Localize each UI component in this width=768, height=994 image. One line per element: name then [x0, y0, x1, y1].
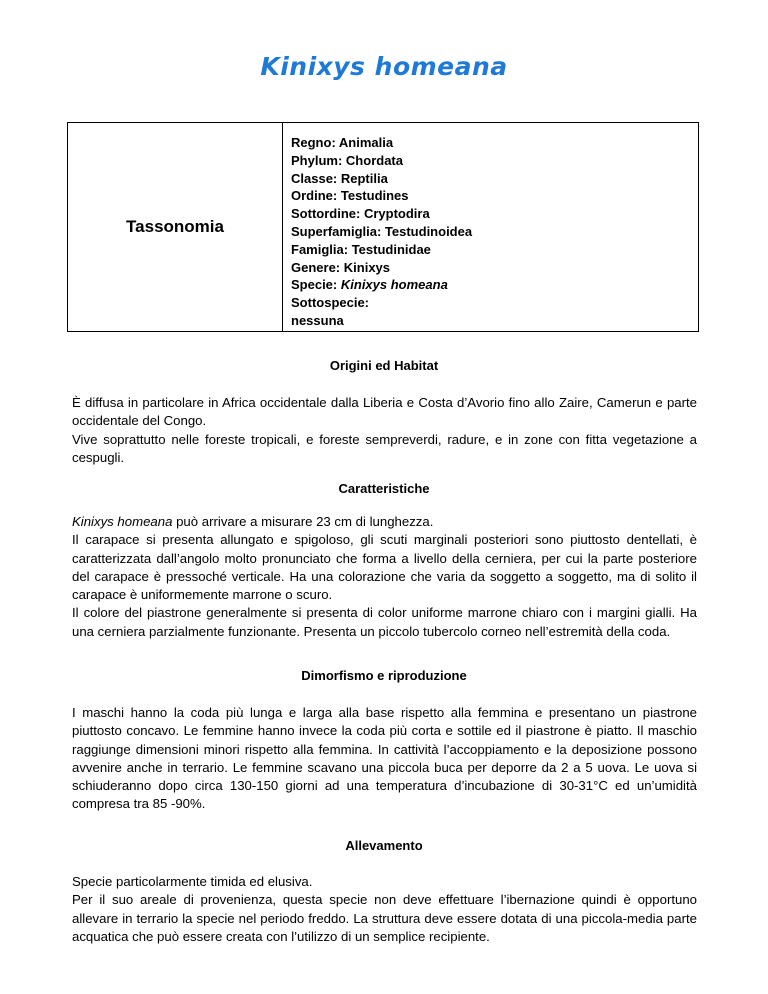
heading-dimorfismo: Dimorfismo e riproduzione: [301, 668, 467, 683]
section-origini-body: [72, 394, 697, 467]
taxonomy-row-specie: Specie: Kinixys homeana: [291, 277, 448, 293]
taxonomy-row-nessuna: nessuna: [291, 312, 344, 328]
taxonomy-values-cell: [283, 123, 698, 331]
section-dimorfismo-body: [72, 704, 697, 814]
taxonomy-row-sottordine: Sottordine: Cryptodira: [291, 206, 430, 222]
taxonomy-label: Tassonomia: [126, 217, 224, 236]
section-caratteristiche-body: [72, 513, 697, 641]
taxonomy-table: [67, 122, 699, 332]
taxonomy-row-genere: Genere: Kinixys: [291, 259, 391, 275]
paragraph: Kinixys homeana può arrivare a misurare 23 cm di lunghezza.: [72, 514, 434, 529]
paragraph: I maschi hanno la coda più lunga e larga alla base rispetto alla femmina e presentano un piastrone piuttosto concavo. Le femmine hanno invece la coda più corta e sottile ed il piastrone è piatto. Il maschio raggiunge dimensioni minori rispetto alla femmina. In cattività l’accoppiamento e la deposizione possono avvenire anche in terrario. Le femmine scavano una piccola buca per deporre da 2 a 5 uova. Le uova si schiuderanno dopo circa 130-150 giorni ad una temperatura d’incubazione di 30-31°C ed un’umidità compresa tra 85 -90%.: [72, 705, 697, 812]
taxonomy-row-superfamiglia: Superfamiglia: Testudinoidea: [291, 223, 473, 239]
paragraph: Per il suo areale di provenienza, questa specie non deve effettuare l’ibernazione quindi è opportuno allevare in terrario la specie nel periodo freddo. La struttura deve essere dotata di una piccola-media parte acquatica che può essere creata con l’utilizzo di un semplice recipiente.: [72, 892, 697, 944]
paragraph: Il carapace si presenta allungato e spigoloso, gli scuti marginali posteriori sono piuttosto dentellati, è caratterizzata dall’angolo molto pronunciato che forma a livello della cerniera, per cui la parte posteriore del carapace è pressoché verticale. Ha una colorazione che varia da soggetto a soggetto, ma di solito il carapace è uniformemente marrone o scuro.: [72, 532, 697, 603]
taxonomy-row-sottospecie: Sottospecie:: [291, 295, 370, 311]
paragraph: Vive soprattutto nelle foreste tropicali, e foreste sempreverdi, radure, e in zone con fitta vegetazione a cespugli.: [72, 431, 697, 465]
heading-allevamento: Allevamento: [345, 838, 423, 853]
taxonomy-row-ordine: Ordine: Testudines: [291, 188, 409, 204]
taxonomy-row-phylum: Phylum: Chordata: [291, 152, 403, 168]
taxonomy-row-regno: Regno: Animalia: [291, 135, 394, 150]
species-name: Kinixys homeana: [72, 514, 173, 529]
heading-origini: Origini ed Habitat: [329, 358, 439, 373]
paragraph: Il colore del piastrone generalmente si presenta di color uniforme marrone chiaro con i margini gialli. Ha una cerniera parzialmente funzionante. Presenta un piccolo tubercolo corneo nell’estremità della coda.: [72, 605, 697, 639]
taxonomy-label-cell: [68, 123, 283, 331]
paragraph: Specie particolarmente timida ed elusiva.: [72, 874, 313, 889]
heading-caratteristiche: Caratteristiche: [338, 481, 430, 496]
taxonomy-row-famiglia: Famiglia: Testudinidae: [291, 241, 431, 257]
section-allevamento-body: [72, 873, 697, 946]
page-title: Kinixys homeana: [260, 52, 508, 81]
taxonomy-row-classe: Classe: Reptilia: [291, 170, 388, 186]
paragraph: È diffusa in particolare in Africa occidentale dalla Liberia e Costa d’Avorio fino allo Zaire, Camerun e parte occidentale del Congo.: [72, 395, 697, 429]
